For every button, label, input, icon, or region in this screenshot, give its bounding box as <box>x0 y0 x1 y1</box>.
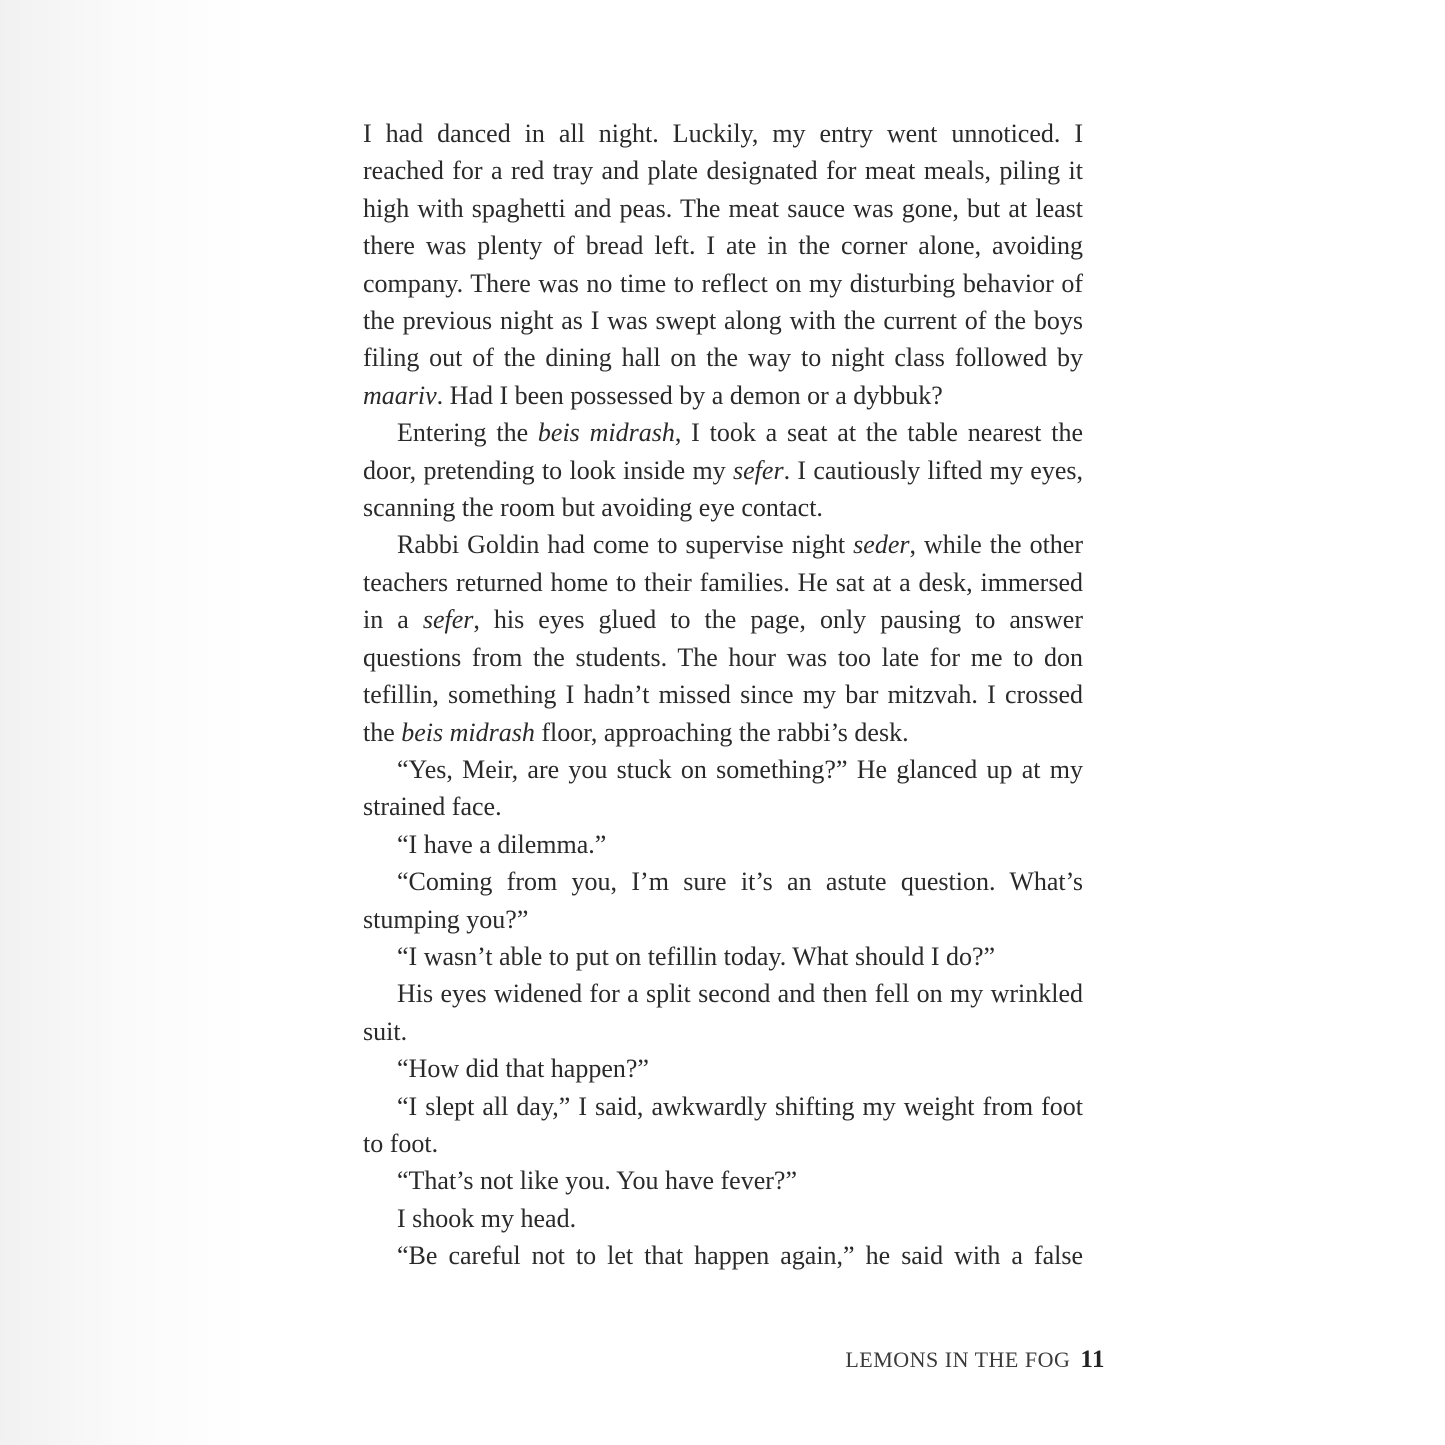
italic-term: sefer <box>733 455 784 485</box>
dialogue-paragraph <box>363 1162 1083 1199</box>
text-run: “I wasn’t able to put on tefillin today. What should I do?” <box>397 941 996 971</box>
dialogue-paragraph <box>363 751 1083 826</box>
italic-term: sefer <box>422 605 474 635</box>
paragraph <box>363 115 1083 414</box>
text-run: I had danced in all night. Luckily, my entry went unnoticed. I reached for a red tray and plate designated for meat meals, piling it high with spaghetti and peas. The meat sauce was gone, but at least there was plenty of bread left. I ate in the corner alone, avoiding company. There was no time to reflect on my disturbing behavior of the previous night as I was swept along with the current of the boys filing out of the dining hall on the way to night class followed by <box>363 119 1083 373</box>
italic-term: maariv <box>363 380 437 410</box>
text-run: “I have a dilemma.” <box>397 829 607 859</box>
paragraph <box>363 975 1083 1050</box>
dialogue-paragraph <box>363 1088 1083 1163</box>
body-text <box>363 115 1083 1275</box>
dialogue-paragraph <box>363 826 1083 863</box>
text-run: , his eyes glued to the page, only pausing to answer questions from the students. The hour was too late for me to don tefillin, something I hadn’t missed since my bar mitzvah. I crossed the <box>363 605 1083 747</box>
dialogue-paragraph <box>363 938 1083 975</box>
text-run: “That’s not like you. You have fever?” <box>397 1166 798 1196</box>
text-run: . Had I been possessed by a demon or a dybbuk? <box>436 380 943 410</box>
text-run: “Be careful not to let that happen again,” he said with a false <box>397 1241 1083 1271</box>
text-run: “Yes, Meir, are you stuck on something?” He glanced up at my strained face. <box>363 754 1083 822</box>
text-run: “Coming from you, I’m sure it’s an astute question. What’s stumping you?” <box>363 867 1083 934</box>
text-run: floor, approaching the rabbi’s desk. <box>534 717 909 747</box>
text-run: , while the other teachers returned home to their families. He sat at a desk, immersed in a <box>363 530 1084 635</box>
text-run: I shook my head. <box>397 1203 577 1233</box>
text-run: Rabbi Goldin had come to supervise night <box>397 530 854 560</box>
running-title: LEMONS IN THE FOG <box>845 1347 1071 1372</box>
italic-term: beis midrash <box>537 418 675 448</box>
dialogue-paragraph <box>363 1050 1083 1087</box>
paragraph <box>363 414 1083 526</box>
dialogue-paragraph <box>363 863 1083 938</box>
text-run: Entering the <box>397 418 538 448</box>
paragraph <box>363 526 1083 750</box>
italic-term: seder <box>853 530 910 560</box>
italic-term: beis midrash <box>401 717 535 747</box>
text-run: , I took a seat at the table nearest the door, pretending to look inside my <box>363 418 1083 485</box>
text-run: . I cautiously lifted my eyes, scanning the room but avoiding eye contact. <box>363 455 1083 523</box>
running-footer <box>760 1346 1105 1374</box>
dialogue-paragraph <box>363 1237 1083 1274</box>
page-number: 11 <box>1080 1346 1105 1373</box>
paragraph <box>363 1200 1083 1237</box>
text-run: “How did that happen?” <box>397 1054 649 1084</box>
text-run: “I slept all day,” I said, awkwardly shifting my weight from foot to foot. <box>363 1091 1083 1158</box>
text-run: His eyes widened for a split second and then fell on my wrinkled suit. <box>363 979 1083 1046</box>
